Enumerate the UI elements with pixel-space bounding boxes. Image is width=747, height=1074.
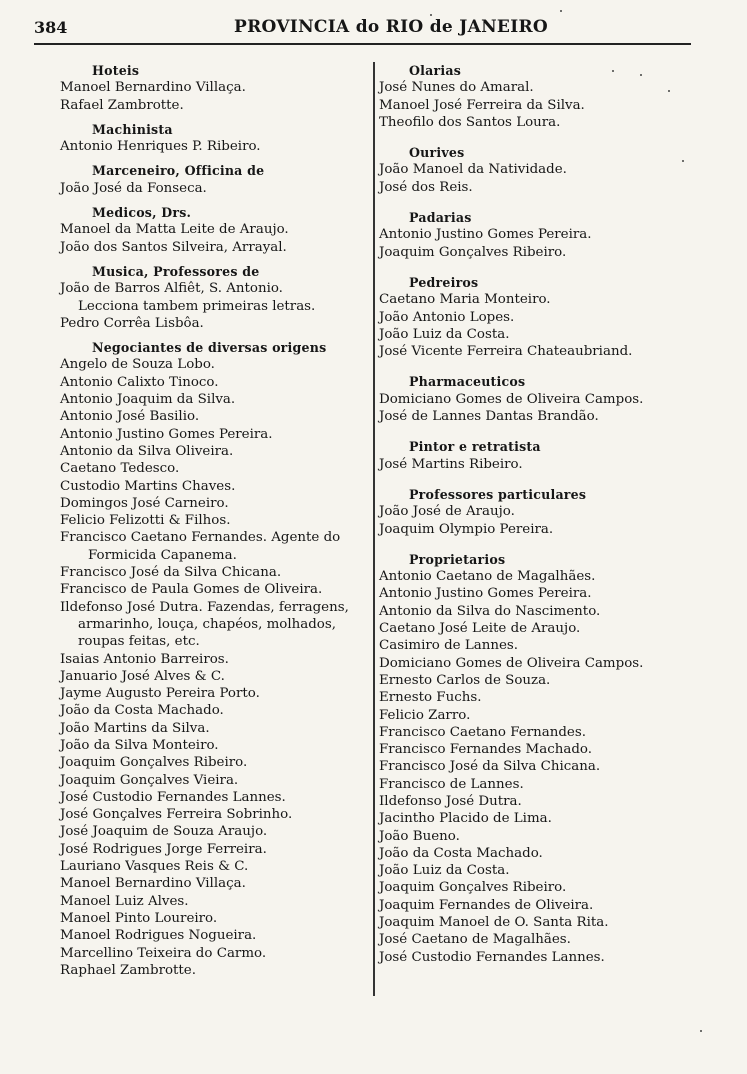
list-item: Isaias Antonio Barreiros. [60,651,229,667]
list-item: José Custodio Fernandes Lannes. [60,789,286,805]
list-item: Francisco de Lannes. [379,776,524,792]
section-proprietarios [379,551,689,966]
list-item: Caetano Maria Monteiro. [379,292,551,308]
page-number: 384 [34,18,68,37]
section-pintor-e-retratista [379,438,689,473]
list-item: João da Costa Machado. [379,845,543,861]
list-item: José Rodrigues Jorge Ferreira. [60,841,267,857]
list-item: Antonio José Basilio. [60,409,200,425]
list-item: Caetano Tedesco. [60,461,180,477]
list-item: José Nunes do Amaral. [379,80,534,96]
list-item: Joaquim Gonçalves Ribeiro. [60,755,248,771]
section-ourives [379,144,689,196]
list-item: Antonio Justino Gomes Pereira. [379,586,592,602]
list-item: Francisco José da Silva Chicana. [60,565,282,581]
right-column [379,62,689,966]
list-item: Joaquim Gonçalves Ribeiro. [379,244,567,260]
list-item: Antonio da Silva Oliveira. [60,443,234,459]
list-item: Manoel Luiz Alves. [60,893,189,909]
list-item: Ernesto Fuchs. [379,690,482,706]
scan-speck [640,74,642,76]
list-item: Joaquim Olympio Pereira. [379,521,554,537]
list-item: Antonio Justino Gomes Pereira. [60,426,273,442]
scan-speck [668,90,670,92]
list-item: José Caetano de Magalhães. [379,932,571,948]
section-pedreiros [379,274,689,360]
list-item: Manoel Rodrigues Nogueira. [60,928,257,944]
list-item: Ildefonso José Dutra. [379,793,522,809]
section-padarias [379,209,689,261]
section-marceneiro-officina-de [60,162,375,197]
list-item: Pedro Corrêa Lisbôa. [60,315,204,331]
list-item: Manoel Pinto Loureiro. [60,910,218,926]
list-item: Ernesto Carlos de Souza. [379,672,551,688]
list-item: João Martins da Silva. [60,720,210,736]
section-professores-particulares [379,486,689,538]
list-item: Antonio Justino Gomes Pereira. [379,227,592,243]
list-item: Lauriano Vasques Reis & C. [60,859,249,875]
section-heading: Marceneiro, Officina de [92,163,265,179]
section-machinista [60,121,375,156]
list-item: Francisco de Paula Gomes de Oliveira. [60,582,323,598]
list-item: Angelo de Souza Lobo. [60,357,215,373]
list-item: José dos Reis. [379,179,473,195]
list-item: José Custodio Fernandes Lannes. [379,949,605,965]
list-item: Felicio Zarro. [379,707,471,723]
list-item: João da Silva Monteiro. [60,737,219,753]
list-item: Casimiro de Lannes. [379,638,519,654]
section-heading: Padarias [409,210,472,226]
list-item: João de Barros Alfiêt, S. Antonio. [60,281,283,297]
list-item: Joaquim Manoel de O. Santa Rita. [379,915,609,931]
list-item: Francisco Caetano Fernandes. Agente do [60,530,341,546]
list-item: José Joaquim de Souza Araujo. [60,824,268,840]
list-item: João dos Santos Silveira, Arrayal. [60,239,287,255]
list-item: João Luiz da Costa. [379,326,510,342]
scan-speck [700,1030,702,1032]
list-item: armarinho, louça, chapéos, molhados, [78,616,336,632]
scan-speck [560,10,562,12]
list-item: Joaquim Gonçalves Ribeiro. [379,880,567,896]
section-heading: Pharmaceuticos [409,374,526,390]
section-musica-professores-de [60,263,375,332]
list-item: João da Costa Machado. [60,703,224,719]
list-item: Theofilo dos Santos Loura. [379,114,561,130]
list-item: Francisco José da Silva Chicana. [379,759,601,775]
list-item: João Antonio Lopes. [379,309,515,325]
list-item: Ildefonso José Dutra. Fazendas, ferragens, [60,599,349,615]
list-item: Manoel Bernardino Villaça. [60,80,246,96]
page-title: PROVINCIA do RIO de JANEIRO [234,17,548,37]
page-header [34,12,694,42]
list-item: Januario José Alves & C. [60,668,225,684]
list-item: Antonio da Silva do Nascimento. [379,603,601,619]
list-item: Jacintho Placido de Lima. [379,811,552,827]
scan-speck [682,160,684,162]
section-medicos-drs [60,204,375,256]
list-item: Domiciano Gomes de Oliveira Campos. [379,655,644,671]
list-item: Custodio Martins Chaves. [60,478,236,494]
list-item: José Vicente Ferreira Chateaubriand. [379,344,633,360]
section-negociantes-de-diversas-origens [60,339,375,979]
list-item: João Manoel da Natividade. [379,162,567,178]
list-item: Joaquim Gonçalves Vieira. [60,772,239,788]
list-item: João Luiz da Costa. [379,863,510,879]
section-olarias [379,62,689,131]
list-item: José Gonçalves Ferreira Sobrinho. [60,807,293,823]
list-item: Jayme Augusto Pereira Porto. [60,686,260,702]
section-heading: Pintor e retratista [409,439,541,455]
header-rule [34,43,691,45]
section-heading: Negociantes de diversas origens [92,340,327,356]
section-heading: Ourives [409,145,465,161]
scan-speck [430,14,432,16]
list-item: João José de Araujo. [379,504,515,520]
list-item: Antonio Joaquim da Silva. [60,392,236,408]
list-item: Manoel da Matta Leite de Araujo. [60,222,289,238]
list-item: Caetano José Leite de Araujo. [379,621,581,637]
section-heading: Hoteis [92,63,140,78]
list-item: Francisco Fernandes Machado. [379,742,592,758]
section-heading: Proprietarios [409,551,506,567]
section-heading: Olarias [409,63,461,78]
list-item: Domingos José Carneiro. [60,495,229,511]
scan-speck [612,70,614,72]
section-heading: Professores particulares [409,486,587,502]
list-item: Francisco Caetano Fernandes. [379,724,586,740]
list-item: João Bueno. [379,828,460,844]
list-item: Felicio Felizotti & Filhos. [60,513,231,529]
section-hoteis [60,62,375,114]
list-item: Marcellino Teixeira do Carmo. [60,945,267,961]
section-heading: Machinista [92,121,173,137]
section-heading: Musica, Professores de [92,263,260,279]
list-item: Joaquim Fernandes de Oliveira. [379,897,594,913]
section-heading: Medicos, Drs. [92,205,192,221]
list-item: Raphael Zambrotte. [60,962,196,978]
section-pharmaceuticos [379,373,689,425]
list-item: Antonio Caetano de Magalhães. [379,569,596,585]
list-item: Rafael Zambrotte. [60,97,184,113]
list-item: José Martins Ribeiro. [379,456,523,472]
list-item: João José da Fonseca. [60,180,207,196]
section-heading: Pedreiros [409,274,479,290]
list-item: Antonio Henriques P. Ribeiro. [60,139,261,155]
list-item: Lecciona tambem primeiras letras. [78,298,316,314]
list-item: Formicida Capanema. [88,547,237,563]
list-item: roupas feitas, etc. [78,634,200,650]
list-item: José de Lannes Dantas Brandão. [379,409,599,425]
list-item: Domiciano Gomes de Oliveira Campos. [379,391,644,407]
list-item: Manoel Bernardino Villaça. [60,876,246,892]
list-item: Antonio Calixto Tinoco. [60,374,219,390]
list-item: Manoel José Ferreira da Silva. [379,97,585,113]
left-column [60,62,375,979]
